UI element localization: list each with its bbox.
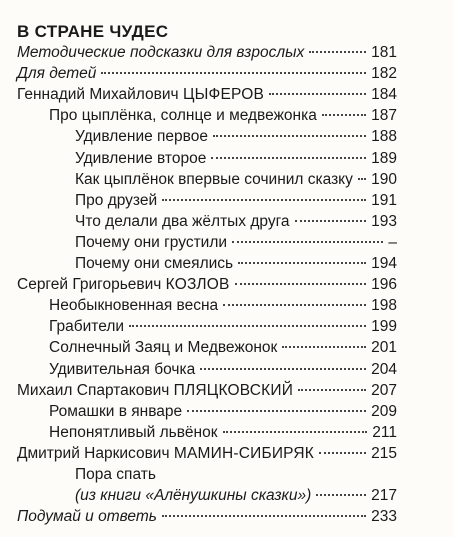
page-number: 184 — [371, 86, 397, 104]
dot-leader — [232, 241, 383, 243]
dot-leader — [358, 178, 366, 180]
entry-title: (из книги «Алёнушкины сказки») — [75, 487, 312, 505]
entry-title: Почему они смеялись — [75, 255, 234, 272]
dot-leader — [235, 283, 367, 285]
dot-leader — [295, 220, 367, 222]
dot-leader — [200, 368, 366, 370]
entry-title: Методические подсказки для взрослых — [17, 44, 305, 61]
entry-title: Подумай и ответь — [17, 508, 157, 526]
dot-leader — [162, 199, 366, 201]
page-number: 233 — [371, 508, 397, 526]
entry-title: Удивительная бочка — [49, 360, 196, 378]
page-number: 181 — [371, 44, 397, 61]
page-number: 193 — [371, 212, 397, 230]
page-number: 196 — [371, 276, 397, 294]
author-name: Михаил Спартакович ПЛЯЦКОВСКИЙ — [17, 381, 294, 399]
page-number: – — [388, 233, 397, 251]
dot-leader — [187, 410, 366, 412]
page-number: 188 — [371, 128, 397, 146]
page-number: 207 — [371, 381, 397, 399]
entry-title: Что делали два жёлтых друга — [75, 212, 290, 230]
entry-title: Как цыплёнок впервые сочинил сказку — [75, 170, 353, 188]
dot-leader — [211, 157, 366, 159]
page-number: 211 — [372, 423, 397, 441]
toc-entry — [75, 253, 397, 275]
page-number: 189 — [371, 149, 397, 167]
dot-leader — [238, 262, 366, 264]
toc-entry — [49, 295, 397, 317]
toc-entry — [17, 506, 397, 528]
entry-title: Удивление второе — [75, 149, 207, 167]
section-title: В СТРАНЕ ЧУДЕС — [17, 22, 169, 41]
toc-entry — [75, 211, 397, 233]
page-number: 190 — [371, 170, 397, 188]
dot-leader — [213, 135, 366, 137]
page-number: 215 — [371, 444, 397, 462]
page-number: 204 — [371, 360, 397, 378]
entry-title: Про цыплёнка, солнце и медвежонка — [49, 107, 317, 125]
toc-entry — [49, 359, 397, 381]
entry-title: Про друзей — [75, 191, 158, 209]
entry-title: Пора спать — [75, 466, 156, 483]
page-number: 182 — [371, 65, 397, 83]
dot-leader — [282, 346, 366, 348]
page-number: 209 — [371, 402, 397, 420]
dot-leader — [309, 51, 366, 53]
dot-leader — [319, 452, 366, 454]
entry-title: Почему они грустили — [75, 233, 228, 251]
author-name: Геннадий Михайлович ЦЫФЕРОВ — [17, 86, 265, 104]
toc-entry — [75, 148, 397, 170]
page-number: 191 — [371, 191, 397, 209]
entry-title: Солнечный Заяц и Медвежонок — [49, 339, 278, 357]
toc-author-entry — [17, 380, 397, 402]
toc-entry — [49, 422, 397, 444]
dot-leader — [223, 431, 368, 433]
page-number: 194 — [371, 255, 397, 272]
toc-author-entry — [17, 443, 397, 465]
dot-leader — [316, 494, 366, 496]
author-name: Дмитрий Наркисович МАМИН-СИБИРЯК — [17, 444, 314, 462]
entry-title: Удивление первое — [75, 128, 208, 146]
entry-title: Для детей — [17, 65, 97, 83]
entry-title: Грабители — [49, 318, 125, 336]
entry-title: Ромашки в январе — [49, 402, 183, 420]
toc-entry — [17, 63, 397, 85]
dot-leader — [322, 114, 366, 116]
author-name: Сергей Григорьевич КОЗЛОВ — [17, 276, 230, 294]
toc-entry — [75, 485, 397, 507]
page-number: 201 — [371, 339, 397, 357]
dot-leader — [101, 72, 366, 74]
toc-author-entry — [17, 274, 397, 296]
entry-title: Необыкновенная весна — [49, 297, 219, 315]
toc-entry — [49, 337, 397, 359]
toc-entry — [49, 401, 397, 423]
dot-leader — [298, 389, 366, 391]
toc-entry — [75, 232, 397, 254]
toc-entry — [17, 42, 397, 64]
page-number: 199 — [371, 318, 397, 336]
dot-leader — [129, 325, 366, 327]
toc-entry — [75, 169, 397, 191]
toc-entry — [49, 316, 397, 338]
toc-author-entry — [17, 84, 397, 106]
toc-entry — [75, 126, 397, 148]
dot-leader — [269, 93, 366, 95]
page-number: 198 — [371, 297, 397, 315]
dot-leader — [223, 304, 366, 306]
toc-entry — [49, 105, 397, 127]
page-number: 187 — [371, 107, 397, 125]
entry-title: Непонятливый львёнок — [49, 423, 218, 441]
dot-leader — [162, 515, 366, 517]
toc-entry — [75, 190, 397, 212]
page-number: 217 — [371, 487, 397, 505]
